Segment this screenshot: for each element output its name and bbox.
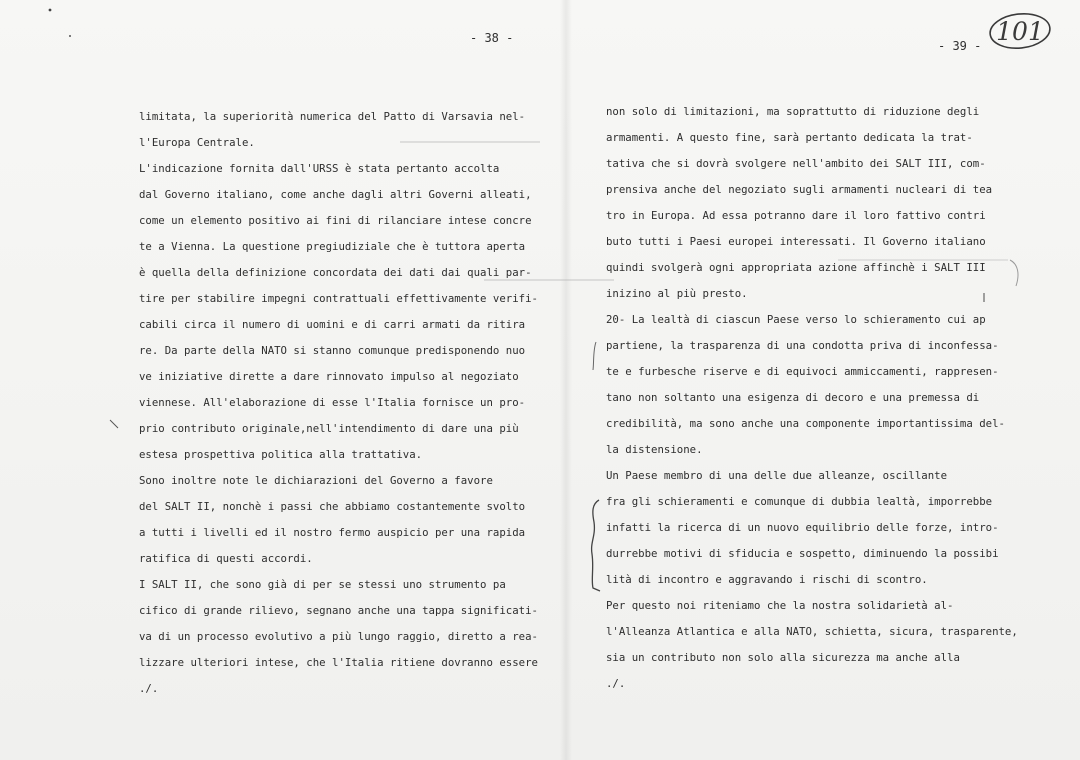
text-line: la distensione. (606, 443, 703, 456)
text-line: I SALT II, che sono già di per se stessi uno strumento pa (139, 578, 506, 591)
text-line: come un elemento positivo ai fini di rilanciare intese concre (139, 214, 532, 227)
scan-speck (40, 6, 80, 46)
text-line: fra gli schieramenti e comunque di dubbia lealtà, imporrebbe (606, 495, 993, 508)
text-line: infatti la ricerca di un nuovo equilibrio delle forze, intro- (606, 521, 999, 534)
text-line: è quella della definizione concordata dei dati dai quali par- (139, 266, 532, 279)
margin-bracket-mark (588, 498, 602, 594)
text-line: quindi svolgerà ogni appropriata azione affinchè i SALT III (606, 261, 986, 274)
text-line: Un Paese membro di una delle due alleanze, oscillante (606, 469, 948, 482)
scan-speck (108, 418, 122, 432)
text-line: te e furbesche riserve e di equivoci ammiccamenti, rappresen- (606, 365, 999, 378)
right-page-text (606, 99, 1018, 697)
text-line: 20- La lealtà di ciascun Paese verso lo schieramento cui ap (606, 313, 986, 326)
text-line: armamenti. A questo fine, sarà pertanto dedicata la trat- (606, 131, 973, 144)
text-line: credibilità, ma sono anche una componente importantissima del- (606, 417, 1005, 430)
text-line: prensiva anche del negoziato sugli armamenti nucleari di tea (606, 183, 993, 196)
text-line: ve iniziative dirette a dare rinnovato impulso al negoziato (139, 370, 519, 383)
left-page-number: - 38 - (470, 31, 514, 45)
text-line: Sono inoltre note le dichiarazioni del Governo a favore (139, 474, 493, 487)
page-fold-shadow (560, 0, 572, 760)
text-line: cifico di grande rilievo, segnano anche una tappa significati- (139, 604, 538, 617)
text-line: l'Alleanza Atlantica e alla NATO, schietta, sicura, trasparente, (606, 625, 1018, 638)
text-line: dal Governo italiano, come anche dagli altri Governi alleati, (139, 188, 532, 201)
text-line: tano non soltanto una esigenza di decoro e una premessa di (606, 391, 980, 404)
text-line: estesa prospettiva politica alla trattativa. (139, 448, 423, 461)
text-line: a tutti i livelli ed il nostro fermo auspicio per una rapida (139, 526, 526, 539)
continuation-mark: ./. (606, 677, 626, 690)
text-line: tro in Europa. Ad essa potranno dare il loro fattivo contri (606, 209, 986, 222)
text-line: tire per stabilire impegni contrattuali effettivamente verifi- (139, 292, 538, 305)
text-line: cabili circa il numero di uomini e di carri armati da ritira (139, 318, 526, 331)
continuation-mark: ./. (139, 682, 159, 695)
text-line: re. Da parte della NATO si stanno comunque predisponendo nuo (139, 344, 526, 357)
text-line: viennese. All'elaborazione di esse l'Italia fornisce un pro- (139, 396, 526, 409)
right-page-number: - 39 - (938, 39, 982, 53)
margin-tick-mark (590, 340, 600, 386)
text-line: lizzare ulteriori intese, che l'Italia ritiene dovranno essere (139, 656, 538, 669)
text-line: non solo di limitazioni, ma soprattutto di riduzione degli (606, 105, 980, 118)
text-line: l'Europa Centrale. (139, 136, 255, 149)
text-line: sia un contributo non solo alla sicurezza ma anche alla (606, 651, 960, 664)
text-line: Per questo noi riteniamo che la nostra solidarietà al- (606, 599, 954, 612)
text-line: prio contributo originale,nell'intendimento di dare una più (139, 422, 519, 435)
handwritten-page-stamp (987, 9, 1053, 51)
stamp-number: 101 (996, 17, 1044, 46)
text-line: inizino al più presto. (606, 287, 748, 300)
text-line: partiene, la trasparenza di una condotta priva di inconfessa- (606, 339, 999, 352)
text-line: va di un processo evolutivo a più lungo raggio, diretto a rea- (139, 630, 538, 643)
text-line: te a Vienna. La questione pregiudiziale che è tuttora aperta (139, 240, 526, 253)
text-line: buto tutti i Paesi europei interessati. Il Governo italiano (606, 235, 986, 248)
text-line: limitata, la superiorità numerica del Patto di Varsavia nel- (139, 110, 526, 123)
text-line: durrebbe motivi di sfiducia e sospetto, diminuendo la possibi (606, 547, 999, 560)
left-page-text (139, 104, 538, 702)
text-line: del SALT II, nonchè i passi che abbiamo costantemente svolto (139, 500, 526, 513)
text-line: lità di incontro e aggravando i rischi di scontro. (606, 573, 928, 586)
text-line: tativa che si dovrà svolgere nell'ambito dei SALT III, com- (606, 157, 986, 170)
text-line: L'indicazione fornita dall'URSS è stata pertanto accolta (139, 162, 500, 175)
text-line: ratifica di questi accordi. (139, 552, 313, 565)
